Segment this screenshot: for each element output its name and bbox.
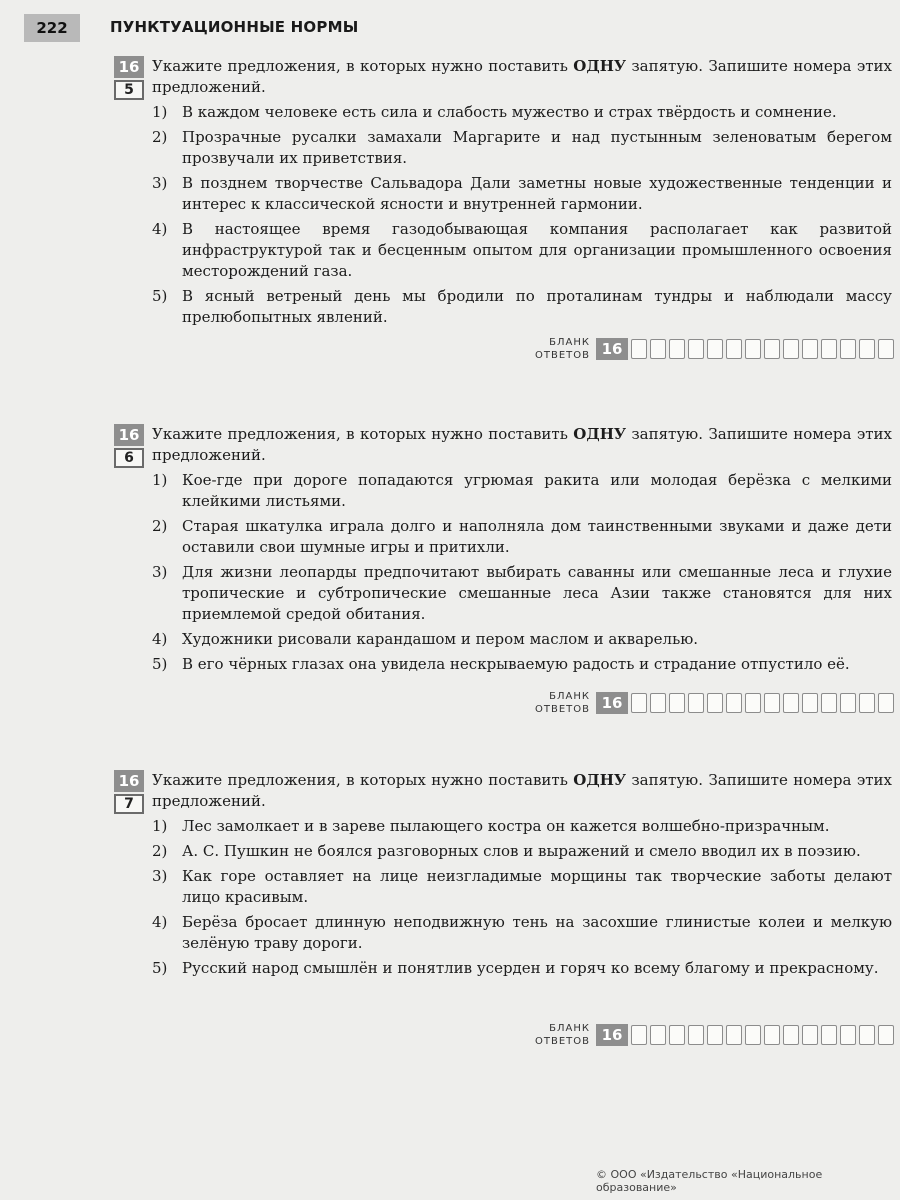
option-4 [152, 912, 892, 954]
option-1 [152, 470, 892, 512]
answer-cell[interactable] [650, 339, 666, 359]
option-text: В позднем творчестве Сальвадора Дали заметны новые художественные тенденции и интерес к классической ясности и внутренней гармонии. [182, 174, 892, 213]
option-list [152, 816, 892, 983]
option-text: А. С. Пушкин не боялся разговорных слов и выражений и смело вводил их в поэзию. [182, 842, 861, 860]
prompt-text-start: Укажите предложения, в которых нужно поставить [152, 425, 574, 443]
answer-cell[interactable] [802, 1025, 818, 1045]
answer-cell[interactable] [707, 1025, 723, 1045]
answer-cell[interactable] [821, 1025, 837, 1045]
option-number: 5) [152, 959, 168, 977]
option-number: 3) [152, 563, 168, 581]
answer-cell[interactable] [688, 1025, 704, 1045]
task-prompt [152, 770, 892, 812]
answer-cell[interactable] [688, 339, 704, 359]
answer-cell[interactable] [764, 693, 780, 713]
form-label-line: ОТВЕТОВ [535, 704, 590, 715]
option-number: 3) [152, 867, 168, 885]
answer-cell[interactable] [859, 693, 875, 713]
answer-cell[interactable] [878, 1025, 894, 1045]
answer-cell[interactable] [745, 339, 761, 359]
answer-cell[interactable] [859, 339, 875, 359]
option-number: 1) [152, 103, 168, 121]
answer-cell[interactable] [802, 693, 818, 713]
form-number: 16 [596, 1024, 628, 1046]
option-text: Берёза бросает длинную неподвижную тень на засохшие глинистые колеи и мелкую зелёную траву дороги. [182, 913, 892, 952]
answer-cell[interactable] [631, 693, 647, 713]
task-variant: 6 [114, 448, 144, 468]
prompt-text-end: запятую. Запишите номера этих предложений. [152, 425, 892, 464]
option-text: Художники рисовали карандашом и пером маслом и акварелью. [182, 630, 699, 648]
task-prompt [152, 56, 892, 98]
answer-cell[interactable] [669, 693, 685, 713]
option-3 [152, 866, 892, 908]
option-4 [152, 629, 892, 650]
task-variant: 5 [114, 80, 144, 100]
task-number: 16 [114, 770, 144, 792]
option-number: 4) [152, 220, 168, 238]
answer-form [535, 336, 894, 362]
answer-cells[interactable] [628, 1025, 894, 1045]
task-badge [114, 770, 144, 814]
task-badge [114, 56, 144, 100]
prompt-text-end: запятую. Запишите номера этих предложений. [152, 771, 892, 810]
option-number: 1) [152, 817, 168, 835]
option-text: Кое-где при дороге попадаются угрюмая ракита или молодая берёзка с мелкими клейкими листьями. [182, 471, 892, 510]
option-text: В настоящее время газодобывающая компания располагает как развитой инфраструктурой так и бесценным опытом для организации промышленного освоения месторождений газа. [182, 220, 892, 280]
answer-cell[interactable] [688, 693, 704, 713]
answer-cell[interactable] [631, 339, 647, 359]
option-number: 2) [152, 128, 168, 146]
form-label-line: БЛАНК [549, 691, 590, 702]
option-text: Как горе оставляет на лице неизгладимые морщины так творческие заботы делают лицо красивым. [182, 867, 892, 906]
option-number: 4) [152, 630, 168, 648]
prompt-emphasis: ОДНУ [573, 425, 627, 443]
answer-cell[interactable] [707, 339, 723, 359]
option-number: 5) [152, 287, 168, 305]
option-number: 5) [152, 655, 168, 673]
option-4 [152, 219, 892, 282]
task-prompt [152, 424, 892, 466]
option-5 [152, 958, 892, 979]
option-text: Русский народ смышлён и понятлив усерден и горяч ко всему благому и прекрасному. [182, 959, 879, 977]
answer-cell[interactable] [764, 339, 780, 359]
answer-cell[interactable] [745, 1025, 761, 1045]
answer-cells[interactable] [628, 693, 894, 713]
form-label [535, 1022, 590, 1048]
option-text: Лес замолкает и в зареве пылающего костра он кажется волшебно-призрачным. [182, 817, 830, 835]
answer-cell[interactable] [669, 339, 685, 359]
option-number: 2) [152, 842, 168, 860]
form-number: 16 [596, 692, 628, 714]
prompt-text-start: Укажите предложения, в которых нужно поставить [152, 57, 574, 75]
task-number: 16 [114, 56, 144, 78]
answer-cell[interactable] [840, 693, 856, 713]
option-3 [152, 173, 892, 215]
answer-cell[interactable] [802, 339, 818, 359]
option-text: В ясный ветреный день мы бродили по проталинам тундры и наблюдали массу прелюбопытных явлений. [182, 287, 892, 326]
option-1 [152, 102, 892, 123]
option-list [152, 102, 892, 332]
form-label-line: БЛАНК [549, 337, 590, 348]
option-text: Для жизни леопарды предпочитают выбирать саванны или смешанные леса и глухие тропические и субтропические смешанные леса Азии также становятся для них приемлемой средой обитания. [182, 563, 892, 623]
task-variant: 7 [114, 794, 144, 814]
answer-form [535, 690, 894, 716]
option-2 [152, 841, 892, 862]
option-list [152, 470, 892, 679]
answer-cell[interactable] [726, 1025, 742, 1045]
form-label-line: ОТВЕТОВ [535, 350, 590, 361]
answer-cell[interactable] [745, 693, 761, 713]
answer-cell[interactable] [840, 1025, 856, 1045]
answer-cell[interactable] [821, 339, 837, 359]
option-2 [152, 516, 892, 558]
answer-cell[interactable] [783, 339, 799, 359]
option-number: 1) [152, 471, 168, 489]
form-label [535, 336, 590, 362]
answer-cell[interactable] [859, 1025, 875, 1045]
prompt-text-end: запятую. Запишите номера этих предложений. [152, 57, 892, 96]
answer-cells[interactable] [628, 339, 894, 359]
answer-cell[interactable] [631, 1025, 647, 1045]
answer-cell[interactable] [764, 1025, 780, 1045]
option-text: В его чёрных глазах она увидела нескрываемую радость и страдание отпустило её. [182, 655, 850, 673]
page-number: 222 [24, 14, 80, 42]
prompt-text-start: Укажите предложения, в которых нужно поставить [152, 771, 574, 789]
answer-cell[interactable] [650, 693, 666, 713]
option-number: 3) [152, 174, 168, 192]
answer-form [535, 1022, 894, 1048]
option-text: Старая шкатулка играла долго и наполняла дом таинственными звуками и даже дети оставили свои шумные игры и притихли. [182, 517, 892, 556]
form-label [535, 690, 590, 716]
form-label-line: ОТВЕТОВ [535, 1036, 590, 1047]
answer-cell[interactable] [821, 693, 837, 713]
task-number: 16 [114, 424, 144, 446]
option-2 [152, 127, 892, 169]
answer-cell[interactable] [783, 693, 799, 713]
answer-cell[interactable] [650, 1025, 666, 1045]
option-text: Прозрачные русалки замахали Маргарите и над пустынным зеленоватым берегом прозвучали их приветствия. [182, 128, 892, 167]
task-badge [114, 424, 144, 468]
option-5 [152, 286, 892, 328]
copyright-footer: © ООО «Издательство «Национальное образование» [596, 1168, 823, 1194]
answer-cell[interactable] [878, 339, 894, 359]
option-1 [152, 816, 892, 837]
form-label-line: БЛАНК [549, 1023, 590, 1034]
option-5 [152, 654, 892, 675]
answer-cell[interactable] [726, 693, 742, 713]
prompt-emphasis: ОДНУ [573, 771, 627, 789]
answer-cell[interactable] [840, 339, 856, 359]
answer-cell[interactable] [669, 1025, 685, 1045]
answer-cell[interactable] [783, 1025, 799, 1045]
option-number: 4) [152, 913, 168, 931]
option-number: 2) [152, 517, 168, 535]
answer-cell[interactable] [726, 339, 742, 359]
option-text: В каждом человеке есть сила и слабость мужество и страх твёрдость и сомнение. [182, 103, 837, 121]
section-title: ПУНКТУАЦИОННЫЕ НОРМЫ [110, 18, 359, 36]
answer-cell[interactable] [707, 693, 723, 713]
answer-cell[interactable] [878, 693, 894, 713]
prompt-emphasis: ОДНУ [573, 57, 627, 75]
form-number: 16 [596, 338, 628, 360]
option-3 [152, 562, 892, 625]
